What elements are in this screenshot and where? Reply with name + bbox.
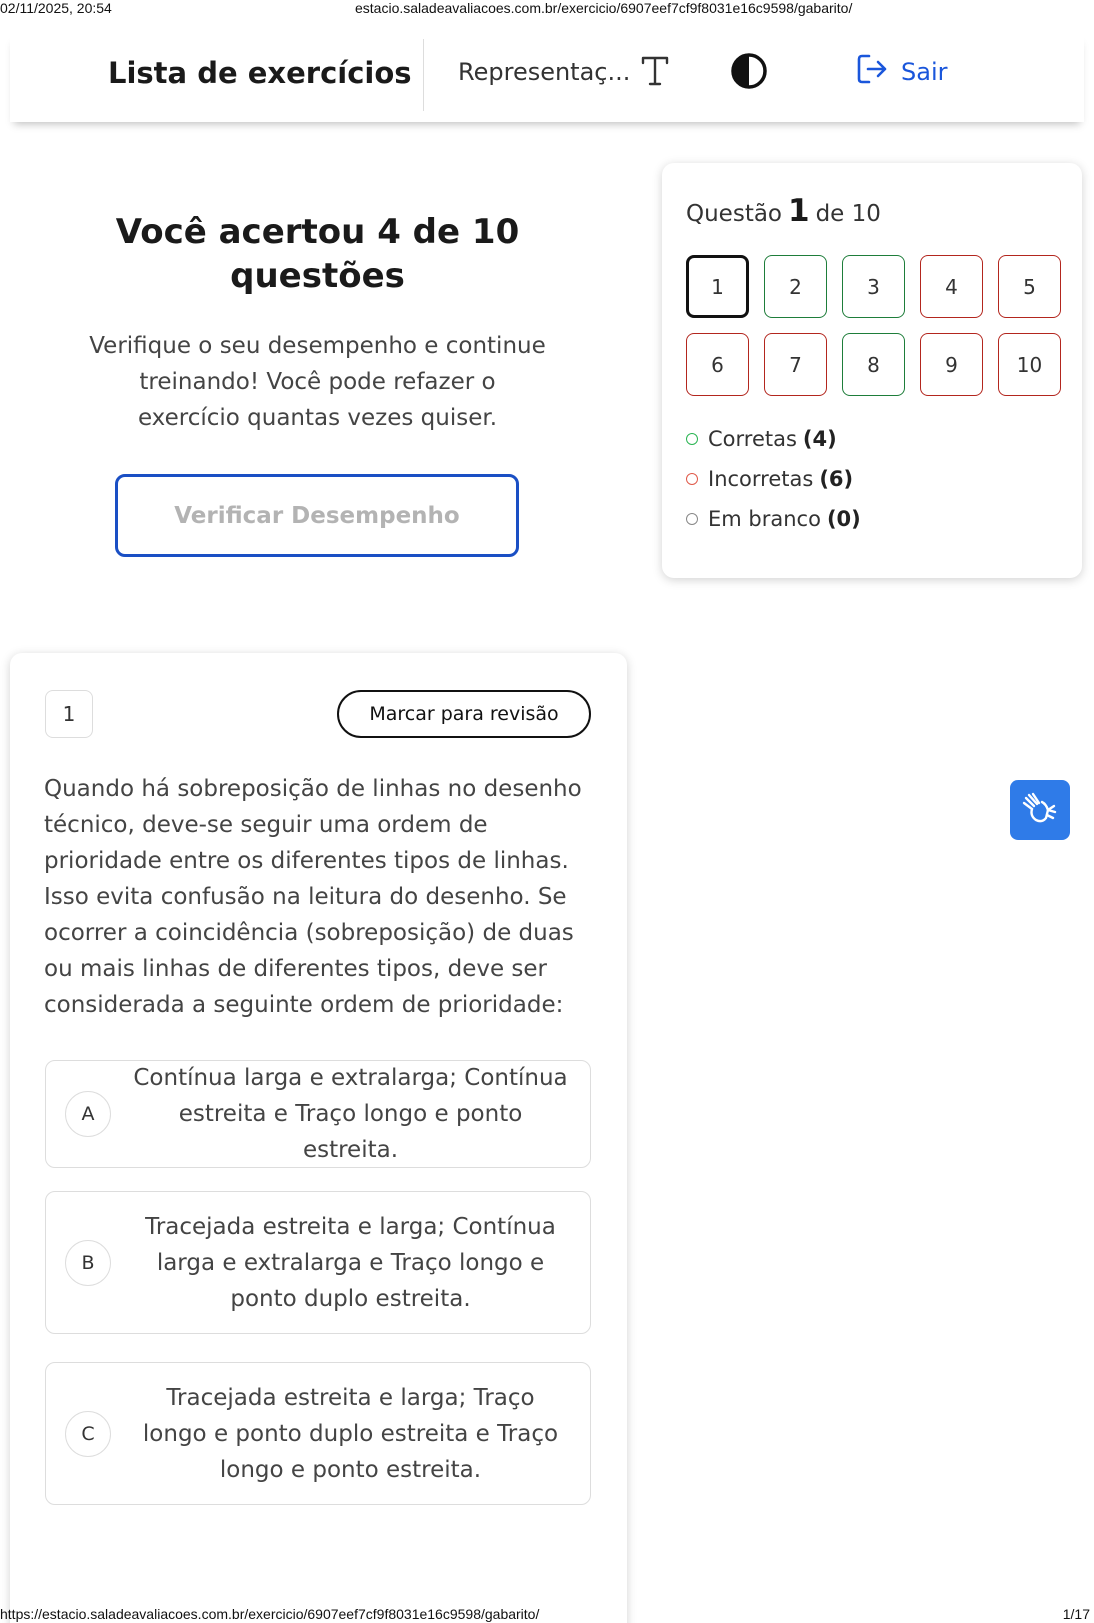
question-button-3[interactable]: 3 (842, 255, 905, 318)
option-b-letter: B (65, 1240, 111, 1286)
verify-performance-button[interactable]: Verificar Desempenho (115, 474, 519, 557)
option-b-text: Tracejada estreita e larga; Contínua larga e extralarga e Traço longo e ponto duplo estreita. (145, 1213, 556, 1312)
question-button-6[interactable]: 6 (686, 333, 749, 396)
result-message: Verifique o seu desempenho e continue treinando! Você pode refazer o exercício quantas vezes quiser. (89, 333, 546, 431)
legend-correct-count: (4) (802, 427, 837, 451)
result-summary (50, 210, 585, 436)
question-number: 1 (45, 690, 93, 738)
option-a-text: Contínua larga e extralarga; Contínua estreita e Traço longo e ponto estreita. (133, 1065, 568, 1163)
legend-incorrect-label: Incorretas (708, 467, 814, 491)
topic-title[interactable]: Representaç... (458, 58, 631, 86)
option-c-text: Tracejada estreita e larga; Traço longo e ponto duplo estreita e Traço longo e ponto estreita. (142, 1384, 559, 1483)
status-legend (686, 419, 861, 539)
option-a-letter: A (65, 1091, 111, 1137)
option-a[interactable] (45, 1060, 591, 1168)
sign-language-hands-icon (1020, 788, 1060, 832)
mark-for-review-button[interactable]: Marcar para revisão (337, 690, 591, 738)
print-url-top: estacio.saladeavaliacoes.com.br/exercicio/6907eef7cf9f8031e16c9598/gabarito/ (355, 0, 853, 16)
option-b[interactable] (45, 1191, 591, 1334)
question-grid (686, 255, 1061, 396)
logout-button[interactable] (855, 52, 947, 92)
question-button-4[interactable]: 4 (920, 255, 983, 318)
legend-correct-label: Corretas (708, 427, 797, 451)
print-page-number: 1/17 (1062, 1606, 1090, 1622)
question-button-8[interactable]: 8 (842, 333, 905, 396)
legend-blank-count: (0) (826, 507, 861, 531)
question-button-5[interactable]: 5 (998, 255, 1061, 318)
legend-incorrect-dot-icon (686, 473, 698, 485)
legend-correct (686, 419, 861, 459)
result-heading: Você acertou 4 de 10 questões (115, 212, 520, 296)
legend-blank-dot-icon (686, 513, 698, 525)
question-counter (686, 193, 881, 229)
print-header (0, 0, 1094, 16)
print-timestamp: 02/11/2025, 20:54 (0, 0, 112, 16)
option-c[interactable] (45, 1362, 591, 1505)
header-divider (423, 39, 424, 111)
question-button-7[interactable]: 7 (764, 333, 827, 396)
print-footer (0, 1605, 1094, 1623)
text-size-icon[interactable] (635, 50, 675, 90)
question-navigator (662, 163, 1082, 578)
contrast-icon[interactable] (730, 52, 768, 90)
legend-blank-label: Em branco (708, 507, 821, 531)
print-url-bottom: https://estacio.saladeavaliacoes.com.br/exercicio/6907eef7cf9f8031e16c9598/gabarito/ (0, 1606, 540, 1622)
question-button-10[interactable]: 10 (998, 333, 1061, 396)
question-stem: Quando há sobreposição de linhas no desenho técnico, deve-se seguir uma ordem de prioridade entre os diferentes tipos de linhas. Isso evita confusão na leitura do desenho. Se ocorrer a coincidência (sobreposição) de duas ou mais linhas de diferentes tipos, deve ser considerada a seguinte ordem de prioridade: (44, 776, 582, 1018)
legend-incorrect (686, 459, 861, 499)
logout-label: Sair (901, 58, 948, 86)
sign-language-button[interactable] (1010, 780, 1070, 840)
top-header (10, 34, 1084, 122)
legend-blank (686, 499, 861, 539)
legend-incorrect-count: (6) (819, 467, 854, 491)
question-button-9[interactable]: 9 (920, 333, 983, 396)
legend-correct-dot-icon (686, 433, 698, 445)
question-card (10, 653, 627, 1623)
question-counter-current: 1 (788, 193, 810, 229)
question-counter-suffix: de 10 (815, 201, 881, 227)
question-button-1[interactable]: 1 (686, 255, 749, 318)
option-c-letter: C (65, 1411, 111, 1457)
question-counter-prefix: Questão (686, 201, 782, 227)
question-button-2[interactable]: 2 (764, 255, 827, 318)
page-title: Lista de exercícios (108, 56, 412, 90)
logout-icon (855, 52, 889, 92)
